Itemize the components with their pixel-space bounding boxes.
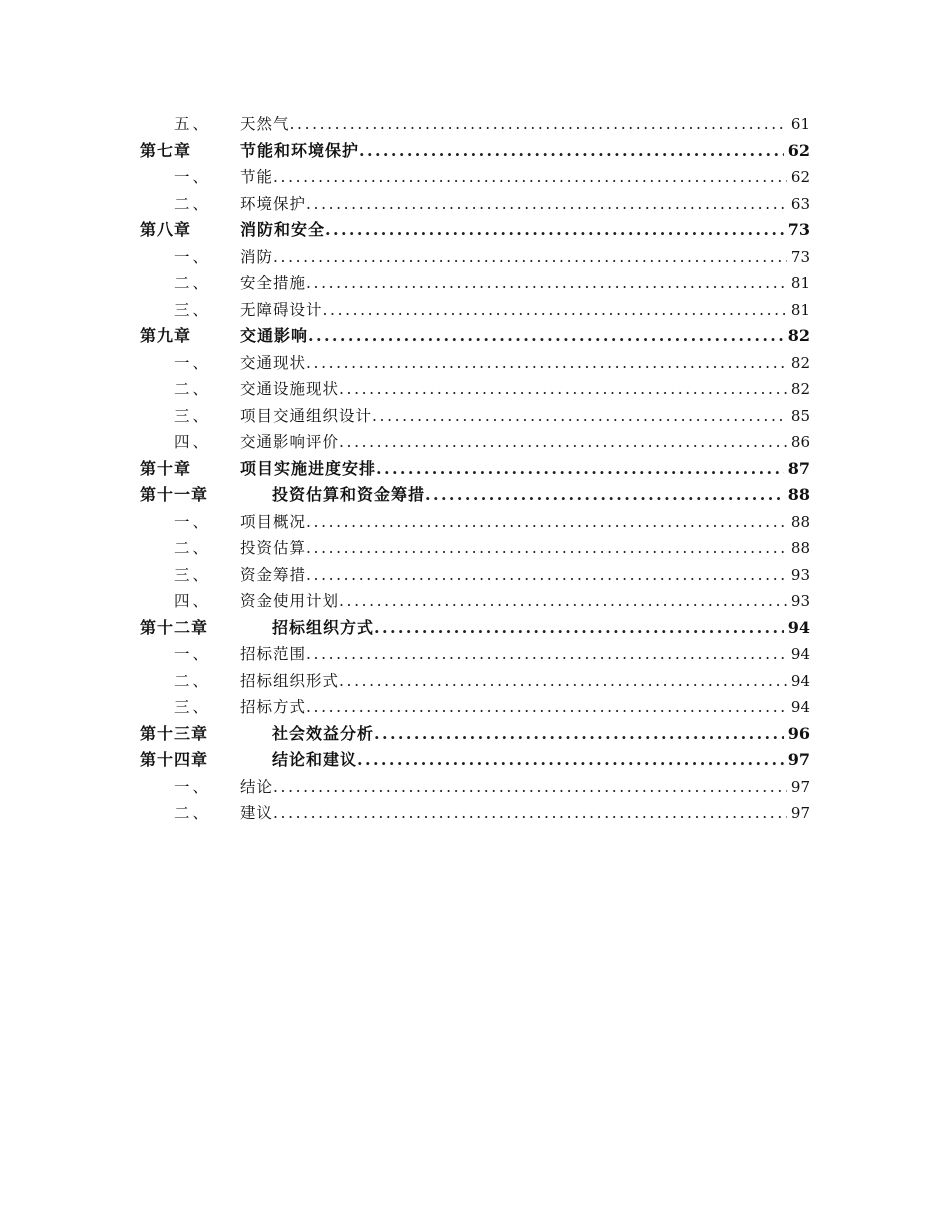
- dot-leader: [357, 747, 784, 774]
- section-title: 招标方式: [240, 698, 307, 716]
- dot-leader: [306, 270, 787, 297]
- page-number: 85: [788, 403, 810, 430]
- toc-section-entry[interactable]: [0, 376, 950, 403]
- chapter-title: 社会效益分析: [272, 723, 375, 743]
- dot-leader: [306, 641, 787, 668]
- section-number: 三、: [174, 698, 212, 716]
- page-number: 82: [788, 376, 810, 403]
- toc-title-leader: [240, 244, 787, 271]
- page-number: 97: [788, 800, 810, 827]
- toc-chapter-entry[interactable]: [0, 323, 950, 350]
- section-title: 资金筹措: [240, 565, 307, 584]
- dot-leader: [374, 721, 784, 748]
- section-title: 交通现状: [240, 353, 307, 372]
- toc-title-leader: [240, 668, 787, 695]
- toc-section-entry[interactable]: [0, 694, 950, 721]
- dot-leader: [306, 350, 787, 377]
- section-title: 结论: [240, 777, 274, 796]
- dot-leader: [273, 800, 787, 827]
- toc-section-entry[interactable]: [0, 244, 950, 271]
- table-of-contents: [0, 111, 950, 827]
- toc-chapter-entry[interactable]: [0, 456, 950, 483]
- chapter-title: 消防和安全: [240, 220, 326, 239]
- section-title: 建议: [240, 804, 274, 822]
- page-number: 93: [788, 588, 810, 615]
- dot-leader: [273, 164, 787, 191]
- dot-leader: [425, 482, 784, 509]
- toc-title-leader: [240, 429, 787, 456]
- toc-section-entry[interactable]: [0, 588, 950, 615]
- toc-section-entry[interactable]: [0, 641, 950, 668]
- toc-section-entry[interactable]: [0, 774, 950, 801]
- section-title: 无障碍设计: [240, 300, 323, 319]
- page-number: 94: [788, 668, 810, 695]
- section-title: 交通设施现状: [240, 380, 340, 398]
- page-number: 87: [785, 456, 810, 483]
- section-number: 一、: [174, 645, 212, 663]
- toc-title-leader: [240, 641, 787, 668]
- chapter-title: 节能和环境保护: [240, 140, 360, 160]
- page-number: 94: [785, 615, 810, 642]
- toc-title-leader: [240, 774, 787, 801]
- toc-chapter-entry[interactable]: [0, 747, 950, 774]
- toc-chapter-entry[interactable]: [0, 615, 950, 642]
- toc-title-leader: [240, 800, 787, 827]
- dot-leader: [308, 323, 784, 350]
- section-number: 一、: [174, 777, 212, 796]
- page-number: 63: [788, 191, 810, 218]
- toc-title-leader: [240, 191, 787, 218]
- section-number: 三、: [174, 300, 212, 319]
- section-title: 投资估算: [240, 539, 307, 557]
- toc-title-leader: [240, 111, 787, 138]
- toc-title-leader: [240, 217, 784, 244]
- section-title: 招标组织形式: [240, 671, 340, 690]
- toc-section-entry[interactable]: [0, 297, 950, 324]
- section-title: 节能: [240, 168, 274, 186]
- toc-chapter-entry[interactable]: [0, 217, 950, 244]
- toc-title-leader: [272, 721, 784, 748]
- page-number: 73: [788, 244, 810, 271]
- dot-leader: [273, 244, 787, 271]
- page-number: 88: [788, 509, 810, 536]
- section-title: 天然气: [240, 115, 290, 133]
- dot-leader: [290, 111, 787, 138]
- toc-title-leader: [240, 164, 787, 191]
- section-title: 项目概况: [240, 512, 307, 531]
- section-number: 二、: [174, 804, 212, 822]
- toc-section-entry[interactable]: [0, 350, 950, 377]
- section-number: 一、: [174, 353, 212, 372]
- dot-leader: [339, 376, 787, 403]
- chapter-number: 第七章: [140, 140, 192, 160]
- page-number: 97: [788, 774, 810, 801]
- chapter-title: 项目实施进度安排: [240, 458, 377, 478]
- toc-chapter-entry[interactable]: [0, 721, 950, 748]
- section-title: 消防: [240, 247, 274, 266]
- dot-leader: [339, 429, 787, 456]
- dot-leader: [374, 615, 784, 642]
- page-number: 81: [788, 297, 810, 324]
- page-number: 81: [788, 270, 810, 297]
- page-number: 62: [785, 138, 810, 165]
- page-number: 73: [785, 217, 810, 244]
- toc-title-leader: [272, 615, 784, 642]
- dot-leader: [359, 138, 784, 165]
- section-number: 三、: [174, 565, 212, 584]
- chapter-title: 交通影响: [240, 326, 309, 345]
- toc-title-leader: [240, 376, 787, 403]
- toc-title-leader: [272, 482, 784, 509]
- toc-title-leader: [240, 297, 787, 324]
- chapter-number: 第十三章: [140, 723, 209, 743]
- section-title: 交通影响评价: [240, 433, 340, 451]
- section-number: 二、: [174, 274, 212, 292]
- section-number: 一、: [174, 247, 212, 266]
- page-number: 93: [788, 562, 810, 589]
- dot-leader: [273, 774, 787, 801]
- chapter-number: 第九章: [140, 326, 192, 345]
- section-number: 四、: [174, 592, 212, 610]
- toc-title-leader: [240, 456, 784, 483]
- section-number: 一、: [174, 512, 212, 531]
- toc-title-leader: [240, 403, 787, 430]
- toc-section-entry[interactable]: [0, 111, 950, 138]
- chapter-title: 结论和建议: [272, 750, 358, 769]
- section-number: 一、: [174, 168, 212, 186]
- chapter-number: 第十四章: [140, 750, 209, 769]
- page-number: 94: [788, 641, 810, 668]
- toc-title-leader: [272, 747, 784, 774]
- dot-leader: [372, 403, 787, 430]
- toc-section-entry[interactable]: [0, 562, 950, 589]
- toc-section-entry[interactable]: [0, 191, 950, 218]
- section-title: 项目交通组织设计: [240, 406, 373, 425]
- toc-title-leader: [240, 694, 787, 721]
- toc-section-entry[interactable]: [0, 429, 950, 456]
- page-number: 61: [788, 111, 810, 138]
- dot-leader: [376, 456, 784, 483]
- page-number: 86: [788, 429, 810, 456]
- chapter-number: 第十章: [140, 458, 192, 478]
- toc-title-leader: [240, 509, 787, 536]
- dot-leader: [323, 297, 787, 324]
- page-number: 82: [785, 323, 810, 350]
- chapter-number: 第八章: [140, 220, 192, 239]
- toc-section-entry[interactable]: [0, 164, 950, 191]
- dot-leader: [306, 694, 787, 721]
- dot-leader: [306, 191, 787, 218]
- toc-title-leader: [240, 535, 787, 562]
- chapter-number: 第十一章: [140, 485, 209, 504]
- page-number: 62: [788, 164, 810, 191]
- page-number: 94: [788, 694, 810, 721]
- section-number: 二、: [174, 194, 212, 213]
- page-number: 97: [785, 747, 810, 774]
- section-number: 四、: [174, 433, 212, 451]
- toc-section-entry[interactable]: [0, 668, 950, 695]
- toc-title-leader: [240, 138, 784, 165]
- toc-section-entry[interactable]: [0, 800, 950, 827]
- toc-section-entry[interactable]: [0, 403, 950, 430]
- page-number: 88: [785, 482, 810, 509]
- dot-leader: [306, 509, 787, 536]
- section-number: 二、: [174, 671, 212, 690]
- page-number: 96: [785, 721, 810, 748]
- chapter-number: 第十二章: [140, 617, 209, 637]
- dot-leader: [306, 562, 787, 589]
- dot-leader: [339, 588, 787, 615]
- section-number: 二、: [174, 380, 212, 398]
- page-number: 88: [788, 535, 810, 562]
- toc-section-entry[interactable]: [0, 509, 950, 536]
- toc-title-leader: [240, 562, 787, 589]
- section-number: 三、: [174, 406, 212, 425]
- toc-title-leader: [240, 270, 787, 297]
- toc-section-entry[interactable]: [0, 270, 950, 297]
- chapter-title: 招标组织方式: [272, 617, 375, 637]
- section-title: 招标范围: [240, 645, 307, 663]
- toc-title-leader: [240, 323, 784, 350]
- section-title: 安全措施: [240, 274, 307, 292]
- section-number: 五、: [174, 115, 212, 133]
- chapter-title: 投资估算和资金筹措: [272, 485, 426, 504]
- toc-title-leader: [240, 588, 787, 615]
- dot-leader: [325, 217, 784, 244]
- dot-leader: [306, 535, 787, 562]
- toc-section-entry[interactable]: [0, 535, 950, 562]
- toc-chapter-entry[interactable]: [0, 138, 950, 165]
- toc-title-leader: [240, 350, 787, 377]
- section-title: 资金使用计划: [240, 592, 340, 610]
- dot-leader: [339, 668, 787, 695]
- toc-chapter-entry[interactable]: [0, 482, 950, 509]
- section-title: 环境保护: [240, 194, 307, 213]
- section-number: 二、: [174, 539, 212, 557]
- page-number: 82: [788, 350, 810, 377]
